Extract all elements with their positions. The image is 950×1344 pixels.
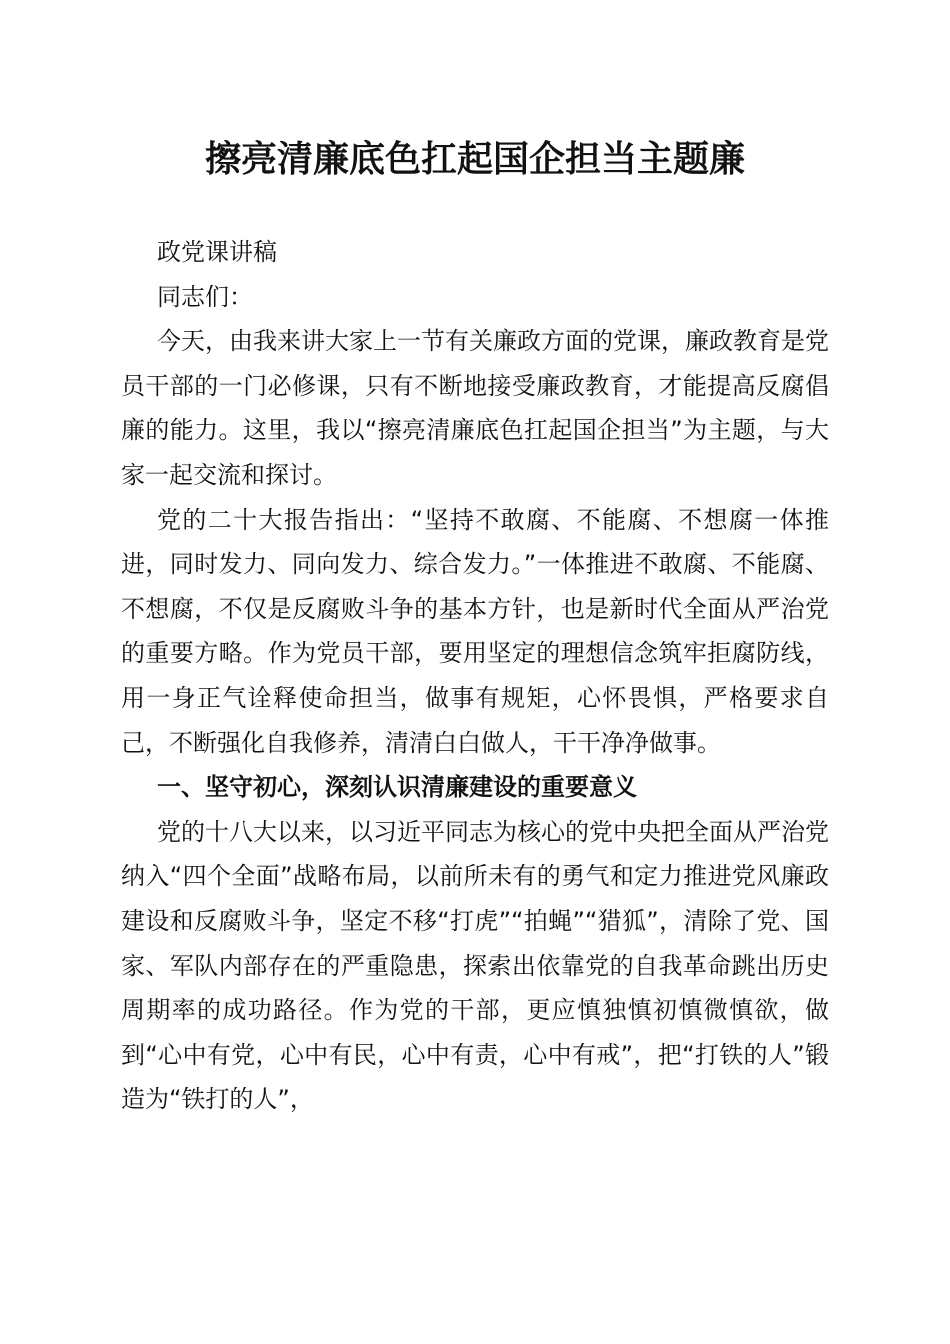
document-title: 擦亮清廉底色扛起国企担当主题廉 (204, 138, 745, 180)
paragraph-salutation: 同志们： (157, 282, 253, 311)
paragraph-subtitle: 政党课讲稿 (157, 238, 277, 266)
document-body (121, 230, 829, 1122)
paragraph-intro: 今天，由我来讲大家上一节有关廉政方面的党课，廉政教育是党员干部的一门必修课，只有不断地接受廉政教育，才能提高反腐倡廉的能力。这里，我以“擦亮清廉底色扛起国企担当”为主题，与大家一起交流和探讨。 (121, 327, 829, 489)
paragraph-report: 党的二十大报告指出：“坚持不敢腐、不能腐、不想腐一体推进，同时发力、同向发力、综合发力。”一体推进不敢腐、不能腐、不想腐，不仅是反腐败斗争的基本方针，也是新时代全面从严治党的重要方略。作为党员干部，要用坚定的理想信念筑牢拒腐防线，用一身正气诠释使命担当，做事有规矩，心怀畏惧，严格要求自己，不断强化自我修养，清清白白做人，干干净净做事。 (121, 505, 829, 757)
paragraph-section-1: 党的十八大以来，以习近平同志为核心的党中央把全面从严治党纳入“四个全面”战略布局，以前所未有的勇气和定力推进党风廉政建设和反腐败斗争，坚定不移“打虎”“拍蝇”“猎狐”，清除了党、国家、军队内部存在的严重隐患，探索出依靠党的自我革命跳出历史周期率的成功路径。作为党的干部，更应慎独慎初慎微慎欲，做到“心中有党，心中有民，心中有责，心中有戒”，把“打铁的人”锻造为“铁打的人”， (121, 817, 829, 1114)
section-heading-1: 一、坚守初心，深刻认识清廉建设的重要意义 (157, 773, 637, 802)
